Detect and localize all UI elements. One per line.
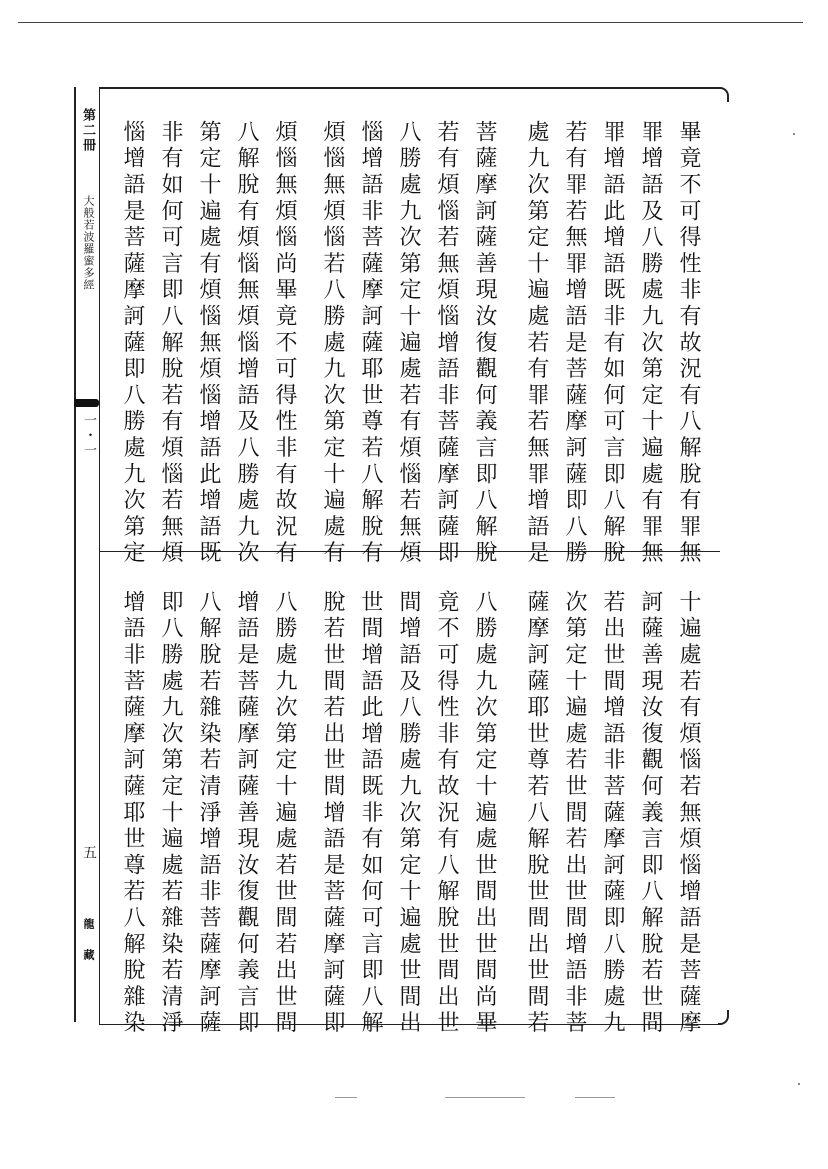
upper-column-8: 八勝處九次第定十遍處若有煩惱若無煩 <box>396 120 421 568</box>
upper-column-4: 若有罪若無罪增語是菩薩摩訶薩即八勝 <box>562 120 587 568</box>
scan-dot <box>793 133 795 135</box>
lower-column-9: 世間增語此增語既非有如何可言即八解 <box>358 590 383 1038</box>
lower-column-5: 薩摩訶薩耶世尊若八解脫世間出世間若 <box>524 590 549 1038</box>
upper-column-10: 煩惱無煩惱若八勝處九次第定十遍處有 <box>320 120 345 568</box>
margin-rule <box>74 87 76 1022</box>
upper-column-15: 惱增語是菩薩摩訶薩即八勝處九次第定 <box>120 120 145 568</box>
lower-column-1: 十遍處若有煩惱若無煩惱增語是菩薩摩 <box>676 590 701 1038</box>
lower-column-10: 脫若世間若出世間增語是菩薩摩訶薩即 <box>320 590 345 1038</box>
upper-column-6: 菩薩摩訶薩善現汝復觀何義言即八解脫 <box>472 120 497 568</box>
lower-column-2: 訶薩善現汝復觀何義言即八解脫若世間 <box>638 590 663 1038</box>
upper-column-13: 第定十遍處有煩惱無煩惱增語此增語既 <box>196 120 221 568</box>
upper-column-5: 處九次第定十遍處若有罪若無罪增語是 <box>524 120 549 568</box>
lower-column-8: 間增語及八勝處九次第定十遍處世間出 <box>396 590 421 1038</box>
lower-column-15: 增語非菩薩摩訶薩耶世尊若八解脫雜染 <box>120 590 145 1038</box>
lower-column-13: 八解脫若雜染若清淨增語非菩薩摩訶薩 <box>196 590 221 1038</box>
lower-column-3: 若出世間增語非菩薩摩訶薩即八勝處九 <box>600 590 625 1038</box>
upper-column-2: 罪增語及八勝處九次第定十遍處有罪無 <box>638 120 663 568</box>
brand-label: 龍藏 <box>82 918 95 980</box>
upper-column-3: 罪增語此增語既非有如何可言即八解脫 <box>600 120 625 568</box>
sutra-title: 大般若波羅蜜多經 <box>82 195 95 291</box>
upper-column-9: 惱增語非菩薩摩訶薩耶世尊若八解脫有 <box>358 120 383 568</box>
lower-column-7: 竟不可得性非有故況有八解脫世間出世 <box>434 590 459 1038</box>
lower-column-11: 八勝處九次第定十遍處若世間若出世間 <box>272 590 297 1038</box>
page-top-rule <box>18 22 803 23</box>
upper-column-12: 八解脫有煩惱無煩惱增語及八勝處九次 <box>234 120 259 568</box>
scan-mark <box>445 1097 525 1098</box>
margin-black-mark <box>74 399 99 407</box>
scan-mark <box>335 1097 357 1098</box>
page-mark: 五 <box>81 845 97 861</box>
lower-column-12: 增語是菩薩摩訶薩善現汝復觀何義言即 <box>234 590 259 1038</box>
lower-column-4: 次第定十遍處若世間若出世間增語非菩 <box>562 590 587 1038</box>
upper-column-7: 若有煩惱若無煩惱增語非菩薩摩訶薩即 <box>434 120 459 568</box>
frame-corner-top <box>718 87 729 102</box>
volume-label: 第二冊 <box>80 108 95 153</box>
scan-dot <box>798 1083 800 1085</box>
upper-column-1: 畢竟不可得性非有故況有八解脫有罪無 <box>676 120 701 568</box>
page-number: 一・一 <box>81 413 96 458</box>
upper-column-14: 非有如何可言即八解脫若有煩惱若無煩 <box>158 120 183 568</box>
lower-column-14: 即八勝處九次第定十遍處若雜染若清淨 <box>158 590 183 1038</box>
scan-mark <box>575 1097 615 1098</box>
upper-column-11: 煩惱無煩惱尚畢竟不可得性非有故況有 <box>272 120 297 568</box>
lower-column-6: 八勝處九次第定十遍處世間出世間尚畢 <box>472 590 497 1038</box>
frame-corner-bottom <box>718 1010 729 1025</box>
